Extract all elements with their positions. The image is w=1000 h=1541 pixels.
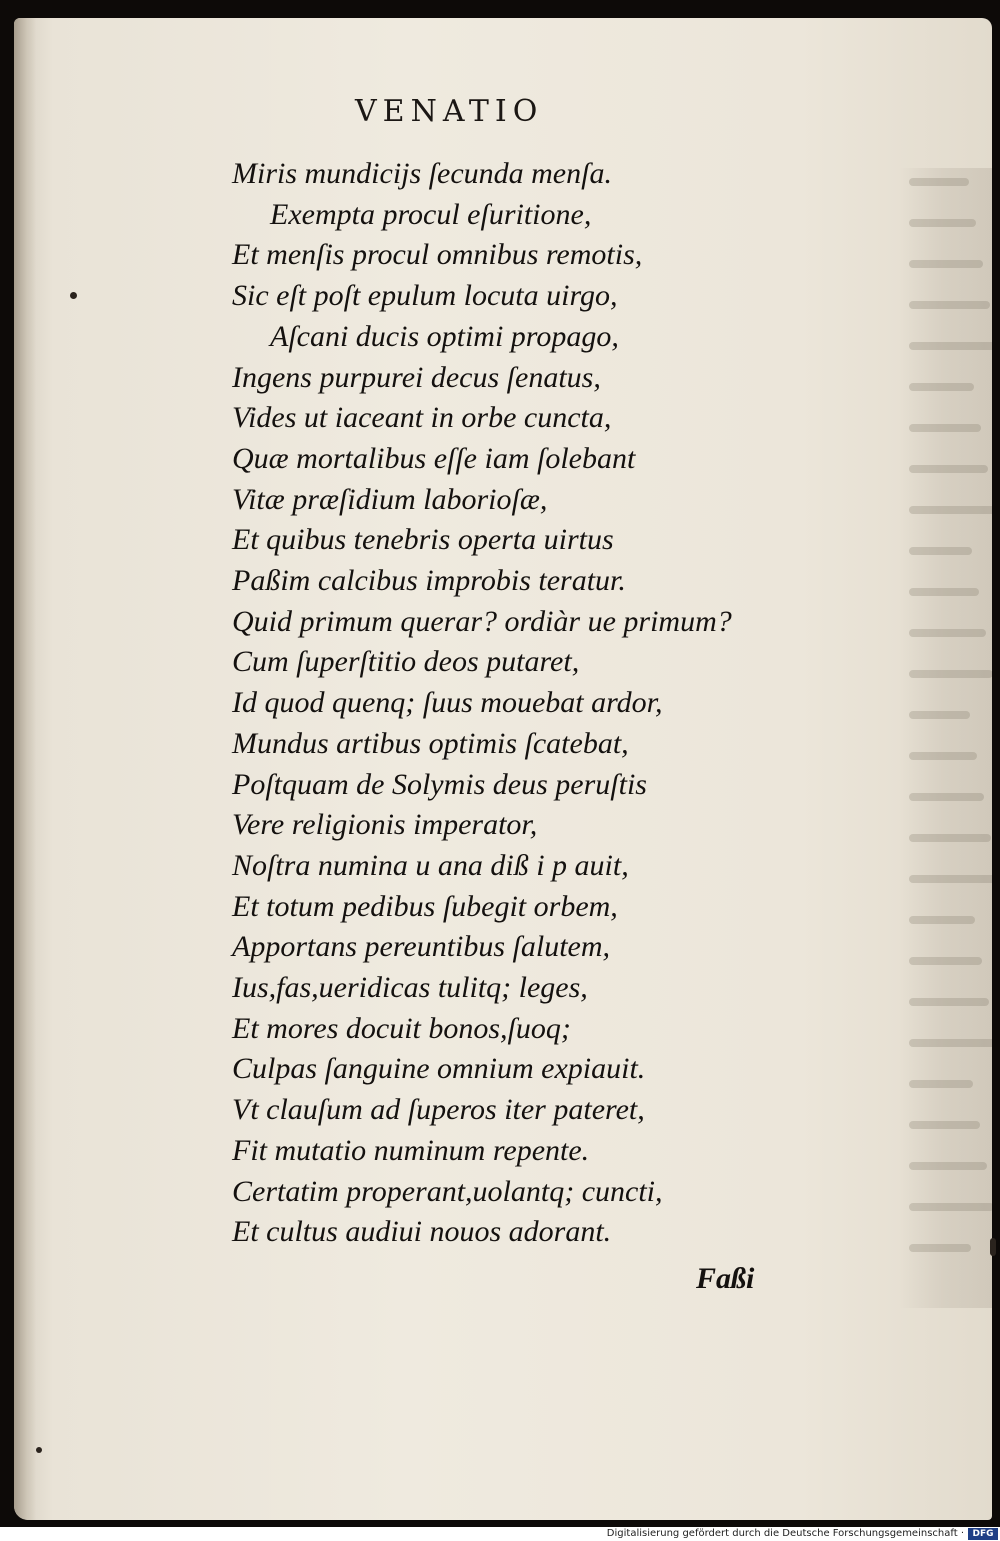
verse-line: Noſtra numina u ana diß i p auit, [232,848,629,882]
verse-line: Fit mutatio numinum repente. [232,1133,590,1167]
show-through-line [909,711,970,719]
show-through-line [909,875,992,883]
verse-line: Id quod quenq; ſuus mouebat ardor, [232,686,663,720]
running-head: VENATIO [355,94,544,129]
show-through-line [909,424,981,432]
verse-line: Quid primum querar? ordiàr ue primum? [232,604,732,638]
show-through-line [909,506,992,514]
verse-line: Et menſis procul omnibus remotis, [232,238,643,272]
verse-line: Apportans pereuntibus ſalutem, [232,930,611,964]
page-gutter-shadow [14,18,36,1520]
show-through-line [909,629,986,637]
catchword: Faßi [696,1262,755,1295]
show-through-line [909,301,990,309]
verse-line: Vitæ præſidium laborioſæ, [232,482,548,516]
verse-line: Et cultus audiui nouos adorant. [232,1215,612,1249]
show-through-line [909,342,992,350]
verse-line: Miris mundicijs ſecunda menſa. [232,157,612,190]
show-through-text [909,178,992,1285]
verse-line: Ius,fas,ueridicas tulitq; leges, [232,971,588,1005]
footer-bar [0,1527,1000,1541]
show-through-line [909,916,975,924]
verse-line: Vere religionis imperator, [232,808,538,842]
show-through-line [909,588,979,596]
verse-line: Vides ut iaceant in orbe cuncta, [232,401,612,435]
show-through-line [909,998,989,1006]
show-through-line [909,1121,980,1129]
verse-line: Vt clauſum ad ſuperos iter pateret, [232,1093,645,1127]
show-through-line [909,957,982,965]
verse-line: Et totum pedibus ſubegit orbem, [232,889,618,923]
ink-speck [990,1238,996,1256]
verse-line: Quæ mortalibus eſſe iam ſolebant [232,441,636,475]
dfg-logo: DFG [968,1528,998,1540]
show-through-line [909,383,974,391]
verse-line: Certatim properant,uolantq; cuncti, [232,1174,663,1208]
verse-line: Et quibus tenebris operta uirtus [232,523,614,557]
show-through-line [909,1039,992,1047]
show-through-line [909,547,972,555]
verse-line: Ingens purpurei decus ſenatus, [232,360,601,394]
show-through-line [909,834,991,842]
show-through-line [909,752,977,760]
ink-speck [70,292,77,299]
ink-speck [36,1447,42,1453]
funding-credit: Digitalisierung gefördert durch die Deutsche Forschungsgemeinschaft · [606,1528,964,1539]
show-through-line [909,1080,973,1088]
show-through-line [909,465,988,473]
verse-line: Mundus artibus optimis ſcatebat, [232,726,629,760]
show-through-line [909,1162,987,1170]
verse-text-block [232,154,792,1253]
verse-line: Poſtquam de Solymis deus peruſtis [232,767,647,801]
show-through-line [909,1203,992,1211]
verse-line: Sic eſt poſt epulum locuta uirgo, [232,279,618,313]
show-through-line [909,178,969,186]
verse-line: Cum ſuperſtitio deos putaret, [232,645,580,679]
verse-line: Aſcani ducis optimi propago, [270,319,619,353]
show-through-line [909,670,992,678]
show-through-line [909,219,976,227]
verse-line: Et mores docuit bonos,ſuoq; [232,1011,571,1045]
verse-line: Paßim calcibus improbis teratur. [232,564,626,598]
show-through-line [909,260,983,268]
verse-line: Exempta procul eſuritione, [270,197,592,231]
show-through-line [909,793,984,801]
verse-line: Culpas ſanguine omnium expiauit. [232,1052,646,1086]
show-through-line [909,1244,971,1252]
